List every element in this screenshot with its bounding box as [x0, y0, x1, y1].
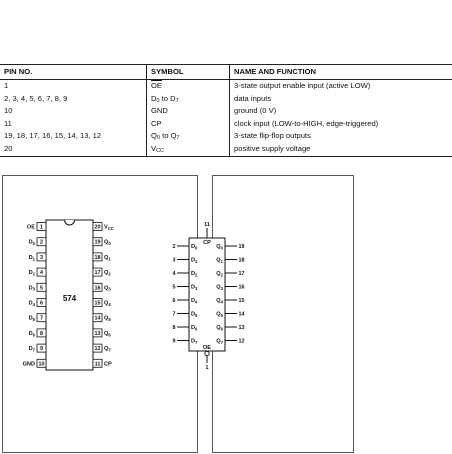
- output-label: $Q_0$: [216, 244, 223, 250]
- output-pin-number: 14: [239, 312, 245, 318]
- pin-6: [29, 299, 46, 307]
- pin-number-cell: 10: [0, 105, 147, 118]
- function-cell: 3-state flip-flop outputs: [230, 130, 452, 143]
- input-pin-number: 9: [173, 339, 176, 345]
- input-label: $D_3$: [191, 285, 198, 291]
- enable-label: OE: [203, 345, 211, 351]
- input-label: $D_1$: [191, 258, 198, 264]
- pin-7: [29, 314, 46, 322]
- table-row: [0, 118, 452, 131]
- output-label: $Q_7$: [216, 339, 223, 345]
- input-label: $D_5$: [191, 312, 198, 318]
- table-row: [0, 143, 452, 156]
- input-pin-number: 3: [173, 258, 176, 264]
- input-pin-number: 5: [173, 285, 176, 291]
- symbol-cell: $V_{CC}$: [147, 143, 230, 156]
- pin-number: 15: [95, 301, 101, 307]
- logic-symbol-panel: [212, 175, 354, 453]
- pin-label: $Q_3$: [104, 285, 111, 291]
- pin-19: [93, 238, 111, 246]
- symbol-cell: CP: [147, 118, 230, 131]
- pin-number: 3: [40, 255, 43, 261]
- pin-label: $Q_6$: [104, 331, 111, 337]
- logic-symbol-diagram: [213, 176, 355, 454]
- pin-10: [23, 359, 46, 367]
- pin-number: 16: [95, 285, 101, 291]
- pin-label: CP: [104, 361, 112, 367]
- pin-number: 10: [39, 361, 45, 367]
- output-label: $Q_6$: [216, 325, 223, 331]
- pin-number: 17: [95, 270, 101, 276]
- output-label: $Q_5$: [216, 312, 223, 318]
- symbol-cell: $Q_0$ to $Q_7$: [147, 130, 230, 143]
- pin-3: [29, 253, 46, 261]
- pin-label: $Q_1$: [104, 255, 111, 261]
- output-label: $Q_1$: [216, 258, 223, 264]
- pin-description-table: [0, 64, 452, 157]
- output-pin-number: 18: [239, 258, 245, 264]
- output-label: $Q_2$: [216, 271, 223, 277]
- enable-pin: [203, 345, 211, 371]
- clock-label: CP: [203, 240, 211, 246]
- pin-label: $D_1$: [29, 255, 36, 261]
- clock-pin-number: 11: [204, 222, 210, 228]
- pin-label: $V_{CC}$: [104, 225, 114, 231]
- inversion-bubble: [205, 351, 209, 355]
- pin-label: $Q_0$: [104, 240, 111, 246]
- output-pin-14: [216, 312, 244, 318]
- pin-label: $D_5$: [29, 316, 36, 322]
- pin-number-cell: 2, 3, 4, 5, 6, 7, 8, 9: [0, 93, 147, 106]
- function-cell: ground (0 V): [230, 105, 452, 118]
- pin-label: OE: [27, 225, 35, 231]
- pin-18: [93, 253, 111, 261]
- pinout-diagram-panel: [2, 175, 198, 453]
- pin-2: [29, 238, 46, 246]
- pin-number: 7: [40, 316, 43, 322]
- output-pin-number: 13: [239, 325, 245, 331]
- symbol-cell: GND: [147, 105, 230, 118]
- pin-4: [29, 268, 46, 276]
- symbol-cell: $D_0$ to $D_7$: [147, 93, 230, 106]
- output-pin-19: [216, 244, 244, 250]
- pin-label: $Q_2$: [104, 270, 111, 276]
- chip-label: 574: [63, 294, 77, 303]
- pin-number: 1: [40, 225, 43, 231]
- output-pin-number: 15: [239, 298, 245, 304]
- pin-8: [29, 329, 46, 337]
- function-cell: positive supply voltage: [230, 143, 452, 156]
- output-pin-number: 16: [239, 285, 245, 291]
- output-pin-number: 17: [239, 271, 245, 277]
- pin-1: [27, 223, 46, 231]
- pin-label: $D_0$: [29, 240, 36, 246]
- clock-pin: [203, 222, 211, 246]
- input-pin-number: 2: [173, 244, 176, 250]
- pin-label: $D_4$: [29, 301, 36, 307]
- pin-15: [93, 299, 111, 307]
- input-pin-number: 6: [173, 298, 176, 304]
- table-row: [0, 105, 452, 118]
- input-label: $D_7$: [191, 339, 198, 345]
- table-row: [0, 130, 452, 143]
- table-header-row: [0, 65, 452, 80]
- pin-number: 12: [95, 346, 101, 352]
- output-pin-number: 19: [239, 244, 245, 250]
- pin-label: $D_3$: [29, 285, 36, 291]
- pin-13: [93, 329, 111, 337]
- pin-label: GND: [23, 361, 35, 367]
- symbol-cell: $\overline{OE}$: [147, 80, 230, 93]
- pin-label: $Q_4$: [104, 301, 111, 307]
- pin-number: 14: [95, 316, 101, 322]
- pin-number: 20: [95, 225, 101, 231]
- pinout-diagram: [3, 176, 199, 454]
- input-pin-number: 8: [173, 325, 176, 331]
- input-label: $D_6$: [191, 325, 198, 331]
- function-cell: data inputs: [230, 93, 452, 106]
- output-pin-16: [216, 285, 244, 291]
- logic-block: [189, 238, 225, 351]
- table-row: [0, 93, 452, 106]
- pin-16: [93, 283, 111, 291]
- pin-5: [29, 283, 46, 291]
- pin-number: 5: [40, 285, 43, 291]
- header-pin-no: PIN NO.: [0, 65, 147, 80]
- output-pin-15: [216, 298, 244, 304]
- function-cell: 3-state output enable input (active LOW): [230, 80, 452, 93]
- pin-number-cell: 20: [0, 143, 147, 156]
- pin-label: $Q_7$: [104, 346, 111, 352]
- pin-number: 4: [40, 270, 43, 276]
- pin-label: $D_7$: [29, 346, 36, 352]
- pin-number: 9: [40, 346, 43, 352]
- output-pin-number: 12: [239, 339, 245, 345]
- input-pin-number: 4: [173, 271, 176, 277]
- input-label: $D_2$: [191, 271, 198, 277]
- pin-number: 19: [95, 240, 101, 246]
- output-label: $Q_3$: [216, 285, 223, 291]
- enable-pin-number: 1: [206, 365, 209, 371]
- input-label: $D_4$: [191, 298, 198, 304]
- header-symbol: SYMBOL: [147, 65, 230, 80]
- pin-14: [93, 314, 111, 322]
- table-row: [0, 80, 452, 93]
- pin-11: [93, 359, 112, 367]
- pin-17: [93, 268, 111, 276]
- pin-number: 6: [40, 301, 43, 307]
- pin-label: $Q_5$: [104, 316, 111, 322]
- pin-number-cell: 1: [0, 80, 147, 93]
- pin-9: [29, 344, 46, 352]
- pin-12: [93, 344, 111, 352]
- pin-number: 11: [95, 361, 101, 367]
- output-pin-13: [216, 325, 244, 331]
- pin-number: 13: [95, 331, 101, 337]
- pin-20: [93, 223, 114, 231]
- pin-number: 18: [95, 255, 101, 261]
- output-pin-17: [216, 271, 244, 277]
- output-pin-18: [216, 258, 244, 264]
- output-label: $Q_4$: [216, 298, 223, 304]
- pin-number: 8: [40, 331, 43, 337]
- pin-label: $D_2$: [29, 270, 36, 276]
- input-pin-number: 7: [173, 312, 176, 318]
- function-cell: clock input (LOW-to-HIGH, edge-triggered): [230, 118, 452, 131]
- pin-label: $D_6$: [29, 331, 36, 337]
- pin-number-cell: 11: [0, 118, 147, 131]
- pin-number: 2: [40, 240, 43, 246]
- input-label: $D_0$: [191, 244, 198, 250]
- header-name-function: NAME AND FUNCTION: [230, 65, 452, 80]
- output-pin-12: [216, 339, 244, 345]
- pin-number-cell: 19, 18, 17, 16, 15, 14, 13, 12: [0, 130, 147, 143]
